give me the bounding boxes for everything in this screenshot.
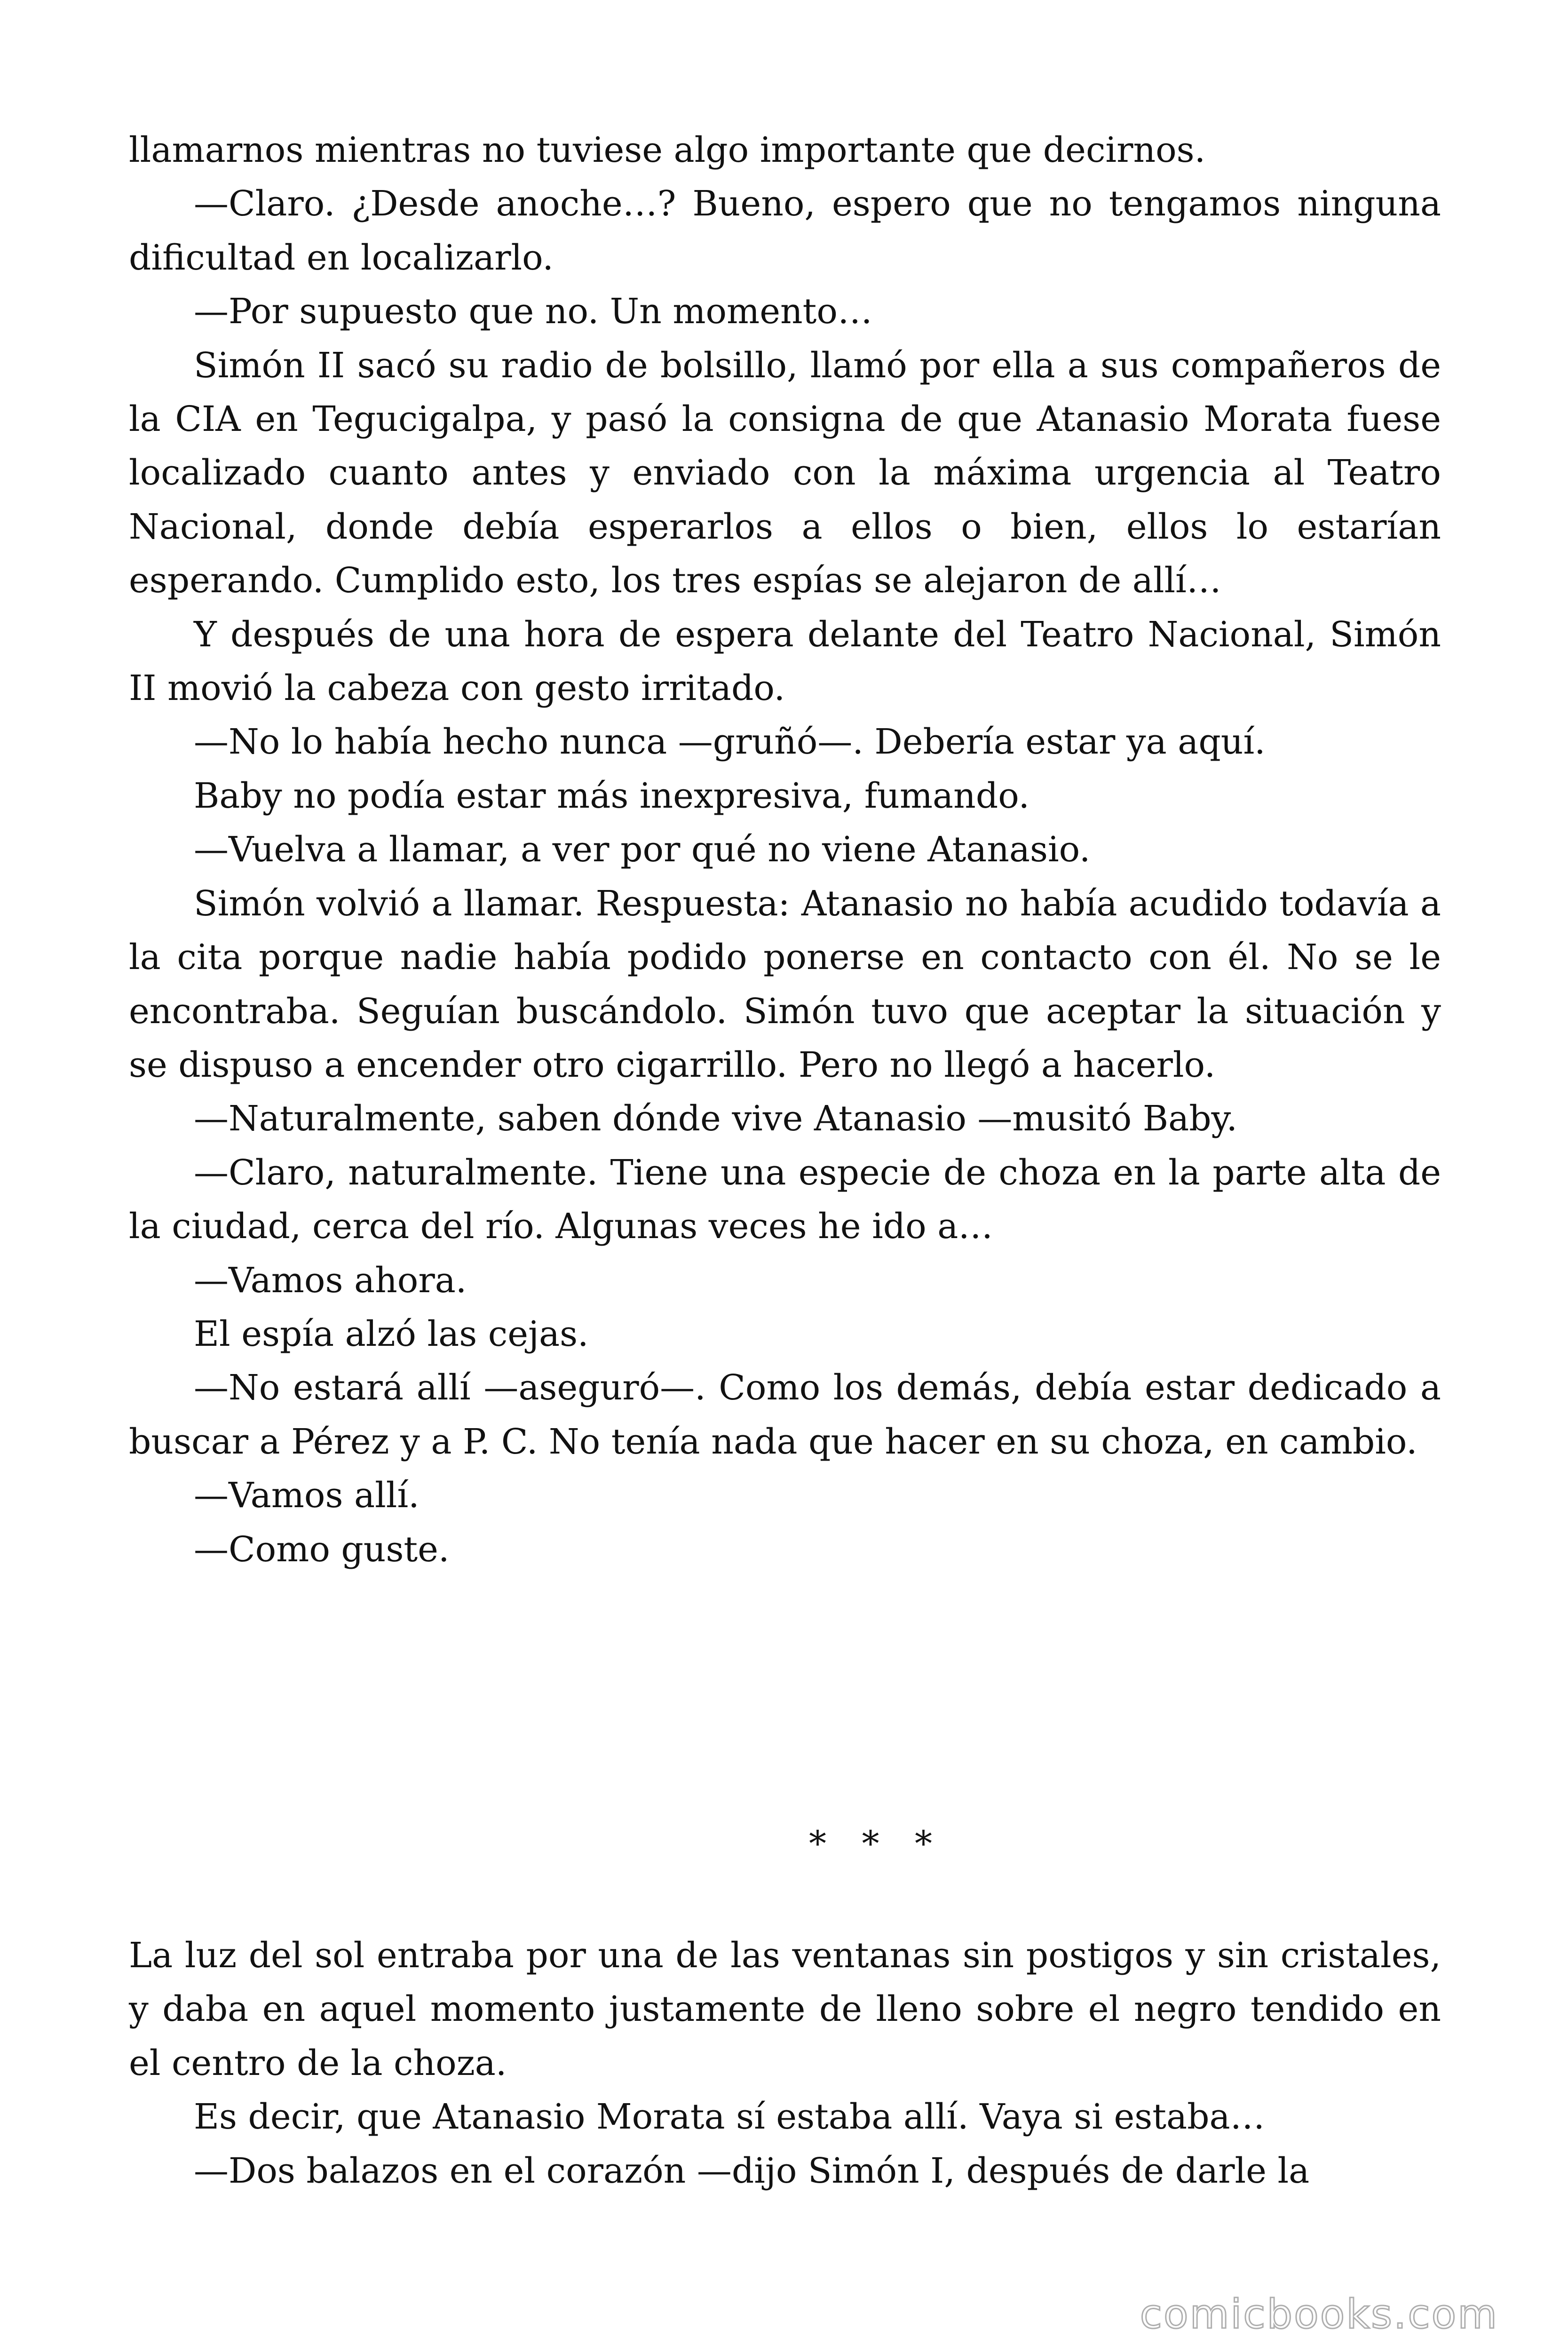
text-section-after-break bbox=[129, 1929, 1441, 2198]
paragraph: Es decir, que Atanasio Morata sí estaba allí. Vaya si estaba… bbox=[194, 2097, 1265, 2137]
paragraph: —Claro, naturalmente. Tiene una especie de choza en la parte alta de la ciudad, cerca del río. Algunas veces he ido a… bbox=[129, 1152, 1441, 1247]
paragraph: Simón II sacó su radio de bolsillo, llamó por ella a sus compañeros de la CIA en Tegucigalpa, y pasó la consigna de que Atanasio Morata fuese localizado cuanto antes y enviado con la máxima urgencia al Teatro Nacional, donde debía esperarlos a ellos o bien, ellos lo estarían esperando. Cumplido esto, los tres espías se alejaron de allí… bbox=[129, 345, 1441, 601]
section-break: * * * bbox=[808, 1824, 945, 1864]
paragraph: —No estará allí —aseguró—. Como los demás, debía estar dedicado a buscar a Pérez y a P. C. No tenía nada que hacer en su choza, en cambio. bbox=[129, 1367, 1441, 1462]
paragraph: —Naturalmente, saben dónde vive Atanasio —musitó Baby. bbox=[194, 1098, 1238, 1139]
paragraph: —Por supuesto que no. Un momento… bbox=[194, 291, 872, 332]
paragraph: —Como guste. bbox=[194, 1529, 450, 1570]
watermark: comicbooks.com bbox=[1140, 2291, 1498, 2338]
paragraph: —Dos balazos en el corazón —dijo Simón I, después de darle la bbox=[194, 2150, 1310, 2191]
paragraph: La luz del sol entraba por una de las ventanas sin postigos y sin cristales, y daba en aquel momento justamente de lleno sobre el negro tendido en el centro de la choza. bbox=[129, 1935, 1441, 2083]
paragraph: Simón volvió a llamar. Respuesta: Atanasio no había acudido todavía a la cita porque nadie había podido ponerse en contacto con él. No se le encontraba. Seguían buscándolo. Simón tuvo que aceptar la situación y se dispuso a encender otro cigarrillo. Pero no llegó a hacerlo. bbox=[129, 883, 1441, 1085]
paragraph: Baby no podía estar más inexpresiva, fumando. bbox=[194, 775, 1029, 816]
paragraph: —Vamos allí. bbox=[194, 1475, 420, 1516]
paragraph: —Vamos ahora. bbox=[194, 1260, 467, 1301]
paragraph: llamarnos mientras no tuviese algo importante que decirnos. bbox=[129, 130, 1206, 170]
paragraph: El espía alzó las cejas. bbox=[194, 1313, 589, 1354]
paragraph: —Vuelva a llamar, a ver por qué no viene Atanasio. bbox=[194, 829, 1091, 870]
paragraph: —Claro. ¿Desde anoche…? Bueno, espero que no tengamos ninguna dificultad en localizarlo. bbox=[129, 183, 1441, 278]
paragraph: Y después de una hora de espera delante del Teatro Nacional, Simón II movió la cabeza con gesto irritado. bbox=[129, 614, 1441, 709]
text-section-before-break bbox=[129, 123, 1441, 1576]
paragraph: —No lo había hecho nunca —gruñó—. Debería estar ya aquí. bbox=[194, 722, 1266, 763]
